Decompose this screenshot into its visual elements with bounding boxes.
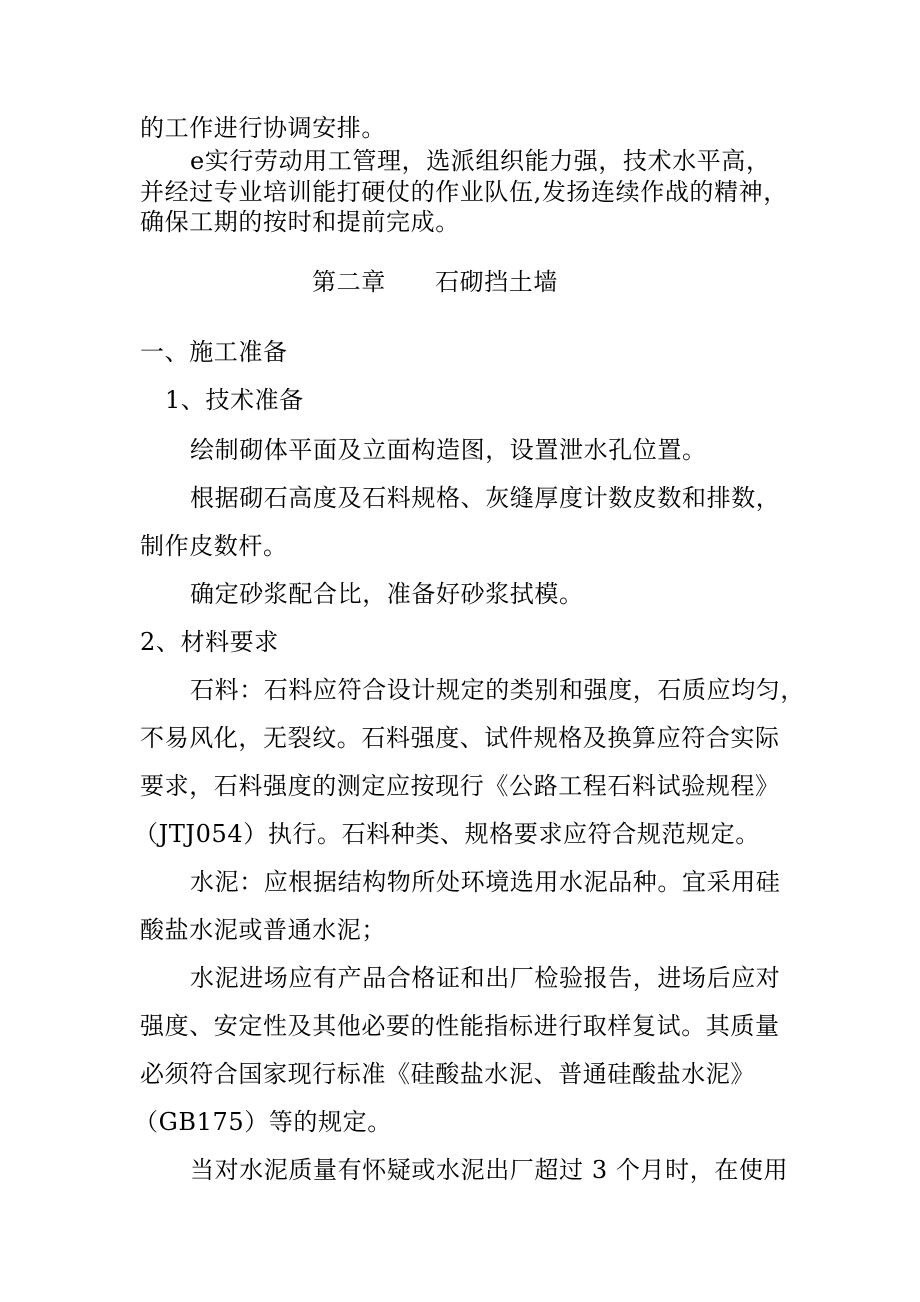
paragraph-courses-line-1: 根据砌石高度及石料规格、灰缝厚度计数皮数和排数，: [190, 484, 781, 512]
paragraph-mortar: 确定砂浆配合比，准备好砂浆拭模。: [190, 580, 584, 608]
paragraph-doubt-line-1: 当对水泥质量有怀疑或水泥出厂超过 3 个月时，在使用: [190, 1156, 789, 1184]
intro-line-1: 的工作进行协调安排。: [140, 114, 386, 142]
paragraph-entry-line-1: 水泥进场应有产品合格证和出厂检验报告，进场后应对: [190, 964, 781, 992]
subsection-title-materials: 2、材料要求: [140, 628, 279, 656]
paragraph-entry-line-4: （GB175）等的规定。: [134, 1108, 392, 1136]
intro-line-2: e实行劳动用工管理，选派组织能力强，技术水平高，: [190, 147, 771, 175]
paragraph-drawing: 绘制砌体平面及立面构造图，设置泄水孔位置。: [190, 436, 707, 464]
chapter-title: 第二章 石砌挡土墙: [312, 268, 558, 296]
paragraph-stone-line-2: 不易风化，无裂纹。石料强度、试件规格及换算应符合实际: [140, 724, 780, 752]
intro-line-4: 确保工期的按时和提前完成。: [140, 208, 460, 236]
paragraph-cement-line-2: 酸盐水泥或普通水泥；: [140, 916, 386, 944]
section-title: 一、施工准备: [140, 338, 288, 366]
paragraph-courses-line-2: 制作皮数杆。: [140, 532, 288, 560]
paragraph-stone-line-1: 石料：石料应符合设计规定的类别和强度，石质应均匀，: [190, 676, 805, 704]
paragraph-stone-line-4: （JTJ054）执行。石料种类、规格要求应符合规范规定。: [134, 820, 760, 848]
intro-line-3: 并经过专业培训能打硬仗的作业队伍,发扬连续作战的精神，: [140, 178, 788, 206]
paragraph-cement-line-1: 水泥：应根据结构物所处环境选用水泥品种。宜采用硅: [190, 868, 781, 896]
paragraph-entry-line-2: 强度、安定性及其他必要的性能指标进行取样复试。其质量: [140, 1012, 780, 1040]
subsection-title-tech: 1、技术准备: [165, 386, 304, 414]
paragraph-stone-line-3: 要求，石料强度的测定应按现行《公路工程石料试验规程》: [140, 772, 780, 800]
paragraph-entry-line-3: 必须符合国家现行标准《硅酸盐水泥、普通硅酸盐水泥》: [140, 1060, 755, 1088]
